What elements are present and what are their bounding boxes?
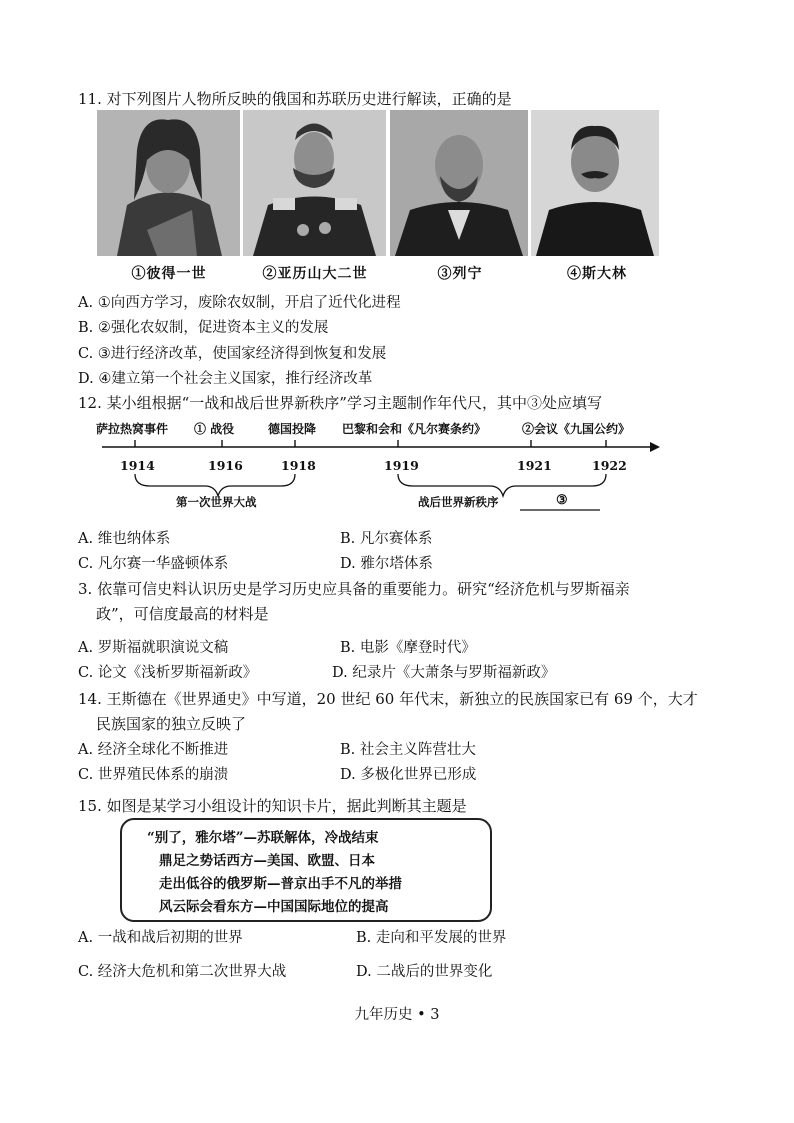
q14-option-b: B. 社会主义阵营壮大 [340,742,476,758]
caption-alexander: ②亚历山大二世 [262,266,368,282]
q13-option-d: D. 纪录片《大萧条与罗斯福新政》 [332,665,556,681]
q12-option-b: B. 凡尔赛体系 [340,531,433,547]
caption-lenin: ③列宁 [437,266,483,282]
q13-stem-line1: 3. 依靠可信史料认识历史是学习历史应具备的重要能力。研究“经济危机与罗斯福亲 [78,580,630,598]
q13-stem-line2: 政”，可信度最高的材料是 [96,605,269,623]
timeline-year-1919: 1919 [384,458,419,473]
knowledge-card [120,818,492,922]
q13-option-a: A. 罗斯福就职演说文稿 [78,640,229,656]
timeline-event-battle: ① 战役 [194,422,235,436]
q11-option-d: D. ④建立第一个社会主义国家，推行经济改革 [78,371,373,387]
timeline-year-1922: 1922 [592,458,627,473]
card-line-4: 风云际会看东方—中国国际地位的提高 [159,899,389,915]
timeline-year-1914: 1914 [120,458,155,473]
timeline-brace-ww1: 第一次世界大战 [176,495,257,509]
q15-option-b: B. 走向和平发展的世界 [356,930,507,946]
card-line-1: “别了，雅尔塔”—苏联解体，冷战结束 [147,830,379,846]
timeline-brace-new-order: 战后世界新秩序 [418,495,499,509]
q15-option-a: A. 一战和战后初期的世界 [78,930,243,946]
caption-stalin: ④斯大林 [567,266,627,282]
q14-option-d: D. 多极化世界已形成 [340,767,477,783]
q12-option-c: C. 凡尔赛一华盛顿体系 [78,556,229,572]
q11-option-a: A. ①向西方学习，废除农奴制，开启了近代化进程 [78,295,401,311]
page-footer: 九年历史 • 3 [354,1007,440,1023]
q12-stem: 12. 某小组根据“一战和战后世界新秩序”学习主题制作年代尺，其中③处应填写 [78,394,602,412]
q14-option-c: C. 世界殖民体系的崩溃 [78,767,229,783]
q15-option-d: D. 二战后的世界变化 [356,964,493,980]
q14-stem-line1: 14. 王斯德在《世界通史》中写道，20 世纪 60 年代末，新独立的民族国家已有 69 个，大才 [78,690,698,708]
timeline-event-paris-conference: 巴黎和会和《凡尔赛条约》 [342,422,487,436]
q11-option-b: B. ②强化农奴制，促进资本主义的发展 [78,320,329,336]
q15-stem: 15. 如图是某学习小组设计的知识卡片，据此判断其主题是 [78,797,467,815]
q11-stem: 11. 对下列图片人物所反映的俄国和苏联历史进行解读，正确的是 [78,90,512,108]
caption-peter: ①彼得一世 [131,266,207,282]
timeline-year-1918: 1918 [281,458,316,473]
timeline-year-1921: 1921 [517,458,552,473]
q14-option-a: A. 经济全球化不断推进 [78,742,229,758]
q14-stem-line2: 民族国家的独立反映了 [96,715,247,733]
q12-option-d: D. 雅尔塔体系 [340,556,433,572]
q12-option-a: A. 维也纳体系 [78,531,171,547]
q15-option-c: C. 经济大危机和第二次世界大战 [78,964,287,980]
q13-option-b: B. 电影《摩登时代》 [340,640,476,656]
q13-option-c: C. 论文《浅析罗斯福新政》 [78,665,258,681]
card-line-3: 走出低谷的俄罗斯—普京出手不凡的举措 [159,876,402,892]
timeline-year-1916: 1916 [208,458,243,473]
timeline-event-german-surrender: 德国投降 [268,422,317,436]
timeline-blank-3: ③ [556,493,568,508]
timeline-event-sarajevo: 萨拉热窝事件 [96,422,169,436]
q11-option-c: C. ③进行经济改革，使国家经济得到恢复和发展 [78,346,387,362]
card-line-2: 鼎足之势话西方—美国、欧盟、日本 [159,853,375,869]
timeline-event-washington: ②会议《九国公约》 [522,422,631,436]
